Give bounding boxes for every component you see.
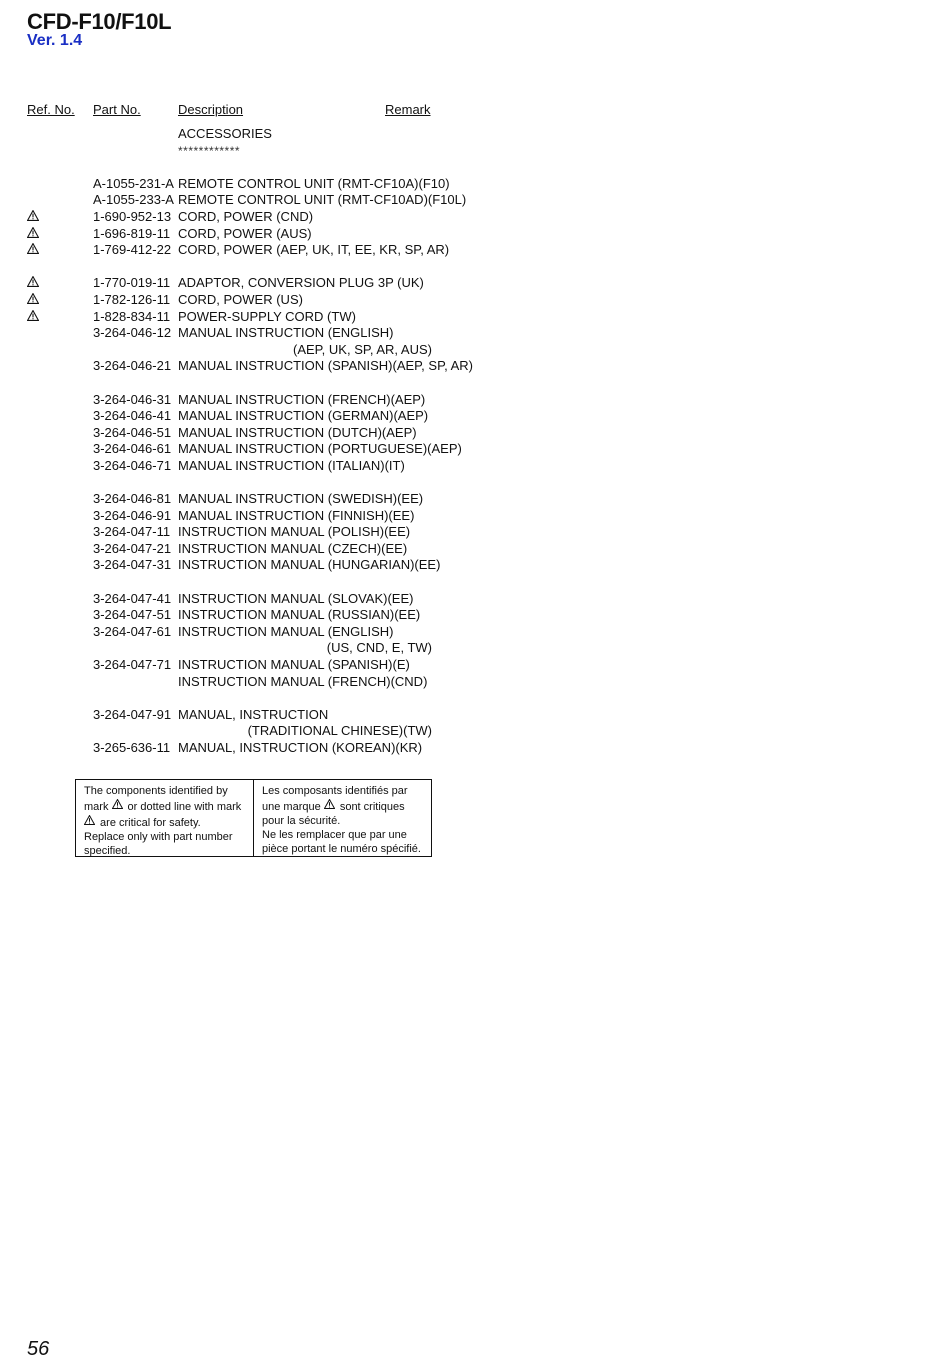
part-row: [0, 591, 460, 608]
part-number: 1-770-019-11: [93, 275, 171, 291]
blank-row: [0, 159, 460, 176]
part-number: 1-696-819-11: [93, 225, 171, 241]
part-number: 3-264-046-41: [93, 408, 172, 424]
note-fr-line2b: sont critiques: [336, 801, 405, 813]
section-title: ACCESSORIES: [178, 126, 272, 141]
column-header-description: Description: [178, 102, 244, 117]
part-description: CORD, POWER (AEP, UK, IT, EE, KR, SP, AR): [178, 242, 450, 258]
note-fr-line2a: une marque: [262, 801, 324, 813]
part-row: [0, 275, 460, 292]
warning-triangle-icon: [112, 799, 125, 811]
part-description: MANUAL INSTRUCTION (PORTUGUESE)(AEP): [178, 441, 462, 457]
section-title-row: [0, 126, 460, 143]
ref-cell: [27, 292, 45, 309]
part-row: [0, 325, 460, 342]
part-description: MANUAL INSTRUCTION (DUTCH)(AEP): [178, 424, 417, 440]
part-description: REMOTE CONTROL UNIT (RMT-CF10A)(F10): [178, 175, 450, 191]
safety-warning-icon: [27, 210, 40, 222]
safety-warning-icon: [27, 293, 40, 305]
part-row: [0, 441, 460, 458]
part-description: ADAPTOR, CONVERSION PLUG 3P (UK): [178, 275, 424, 291]
part-number: 3-264-046-91: [93, 507, 172, 523]
description-continuation: (US, CND, E, TW): [326, 640, 432, 656]
blank-row: [0, 690, 460, 707]
part-row: [0, 557, 460, 574]
safety-note-english: [76, 780, 253, 856]
safety-note-french: [253, 780, 431, 856]
part-row: [0, 408, 460, 425]
parts-rows: [0, 159, 473, 756]
part-description: INSTRUCTION MANUAL (CZECH)(EE): [178, 540, 408, 556]
part-row: [0, 192, 467, 209]
part-row: [0, 226, 460, 243]
part-row: [0, 607, 460, 624]
description-continuation-row: [0, 723, 460, 740]
part-description: INSTRUCTION MANUAL (SLOVAK)(EE): [178, 590, 414, 606]
section-underline-stars: ************: [178, 143, 241, 158]
description-continuation-row: [0, 342, 460, 359]
part-description: INSTRUCTION MANUAL (RUSSIAN)(EE): [178, 607, 421, 623]
part-description: MANUAL INSTRUCTION (ITALIAN)(IT): [178, 457, 405, 473]
part-description: INSTRUCTION MANUAL (FRENCH)(CND): [178, 673, 428, 689]
part-description: INSTRUCTION MANUAL (SPANISH)(E): [178, 657, 410, 672]
part-number: 1-769-412-22: [93, 242, 172, 258]
note-fr-line4: Ne les remplacer que par une: [262, 829, 407, 841]
ref-cell: [27, 275, 45, 292]
ref-cell: [27, 309, 45, 326]
part-number: 3-265-636-11: [93, 739, 171, 755]
part-row: [0, 292, 460, 309]
ref-cell: [27, 242, 45, 259]
part-number: 1-690-952-13: [93, 208, 172, 224]
part-row: [0, 458, 460, 475]
part-description: MANUAL, INSTRUCTION (KOREAN)(KR): [178, 739, 423, 755]
part-number: 3-264-047-51: [93, 607, 172, 623]
part-description: REMOTE CONTROL UNIT (RMT-CF10AD)(F10L): [178, 192, 467, 208]
blank-row: [0, 574, 460, 591]
part-number: A-1055-231-A: [93, 175, 174, 191]
part-number: 1-828-834-11: [93, 308, 171, 324]
column-header-remark: Remark: [385, 102, 431, 117]
part-number: 3-264-046-71: [93, 457, 172, 473]
part-number: 3-264-047-21: [93, 540, 172, 556]
part-row: [0, 707, 460, 724]
part-row: [0, 508, 460, 525]
note-en-line2b: or dotted line with mark: [124, 801, 242, 813]
part-description: CORD, POWER (CND): [178, 208, 314, 224]
part-row: [0, 740, 460, 757]
note-en-line3: are critical for safety.: [97, 817, 201, 829]
note-en-line4: Replace only with part number: [84, 831, 233, 843]
version-label: Ver. 1.4: [27, 32, 83, 49]
note-fr-line5: pièce portant le numéro spécifié.: [262, 843, 421, 855]
part-row: [0, 491, 460, 508]
description-continuation: (TRADITIONAL CHINESE)(TW): [247, 723, 432, 739]
note-en-line1: The components identified by: [84, 785, 228, 797]
part-number: 3-264-047-31: [93, 557, 172, 573]
part-number: 3-264-046-51: [93, 424, 172, 440]
blank-row: [0, 375, 460, 392]
warning-triangle-icon: [324, 799, 337, 811]
part-row: [0, 392, 460, 409]
note-en-line5: specified.: [84, 845, 131, 857]
part-description: MANUAL INSTRUCTION (SPANISH)(AEP, SP, AR): [178, 358, 473, 374]
part-number: 3-264-047-41: [93, 590, 172, 606]
part-number: 3-264-046-81: [93, 491, 172, 507]
parts-list: [0, 126, 473, 757]
part-description: INSTRUCTION MANUAL (ENGLISH): [178, 623, 394, 639]
ref-cell: [27, 226, 45, 243]
note-en-line2a: mark: [84, 801, 112, 813]
safety-warning-icon: [27, 276, 40, 288]
part-number: 3-264-047-91: [93, 706, 172, 722]
part-description: CORD, POWER (AUS): [178, 225, 312, 241]
part-description: MANUAL INSTRUCTION (GERMAN)(AEP): [178, 408, 429, 424]
blank-row: [0, 259, 460, 276]
part-description: CORD, POWER (US): [178, 291, 303, 307]
part-description: POWER-SUPPLY CORD (TW): [178, 308, 356, 324]
part-row: [0, 209, 460, 226]
part-row: [0, 309, 460, 326]
part-number: 3-264-046-12: [93, 325, 172, 341]
part-number: 3-264-047-11: [93, 524, 171, 540]
part-number: 3-264-047-61: [93, 623, 172, 639]
section-stars-row: [0, 143, 460, 160]
part-description: MANUAL, INSTRUCTION: [178, 706, 329, 722]
part-number: 3-264-047-71: [93, 657, 172, 672]
column-header-part: Part No.: [93, 102, 141, 117]
part-row: [0, 624, 460, 641]
ref-cell: [27, 209, 45, 226]
warning-triangle-icon: [84, 815, 97, 827]
part-row: [0, 541, 460, 558]
blank-row: [0, 474, 460, 491]
part-number: 1-782-126-11: [93, 291, 171, 307]
note-fr-line3: pour la sécurité.: [262, 815, 341, 827]
part-description: MANUAL INSTRUCTION (ENGLISH): [178, 325, 394, 341]
part-row: [0, 657, 460, 674]
part-row: [0, 176, 460, 193]
part-description: MANUAL INSTRUCTION (SWEDISH)(EE): [178, 491, 424, 507]
part-number: A-1055-233-A: [93, 192, 174, 208]
part-row: [0, 674, 460, 691]
note-fr-line1: Les composants identifiés par: [262, 785, 408, 797]
part-number: 3-264-046-31: [93, 391, 172, 407]
model-title: CFD-F10/F10L: [27, 9, 172, 34]
part-row: [0, 524, 460, 541]
safety-warning-icon: [27, 243, 40, 255]
part-row: [0, 358, 473, 375]
safety-warning-icon: [27, 227, 40, 239]
column-header-ref: Ref. No.: [27, 102, 75, 117]
part-description: MANUAL INSTRUCTION (FINNISH)(EE): [178, 507, 415, 523]
safety-note-box: [75, 779, 432, 857]
part-description: MANUAL INSTRUCTION (FRENCH)(AEP): [178, 391, 426, 407]
description-continuation: (AEP, UK, SP, AR, AUS): [293, 341, 432, 357]
part-number: 3-264-046-61: [93, 441, 172, 457]
part-description: INSTRUCTION MANUAL (HUNGARIAN)(EE): [178, 557, 441, 573]
part-row: [0, 242, 460, 259]
part-description: INSTRUCTION MANUAL (POLISH)(EE): [178, 524, 411, 540]
page-number: 56: [27, 1338, 50, 1360]
description-continuation-row: [0, 640, 460, 657]
part-number: 3-264-046-21: [93, 358, 172, 374]
safety-warning-icon: [27, 310, 40, 322]
part-row: [0, 425, 460, 442]
